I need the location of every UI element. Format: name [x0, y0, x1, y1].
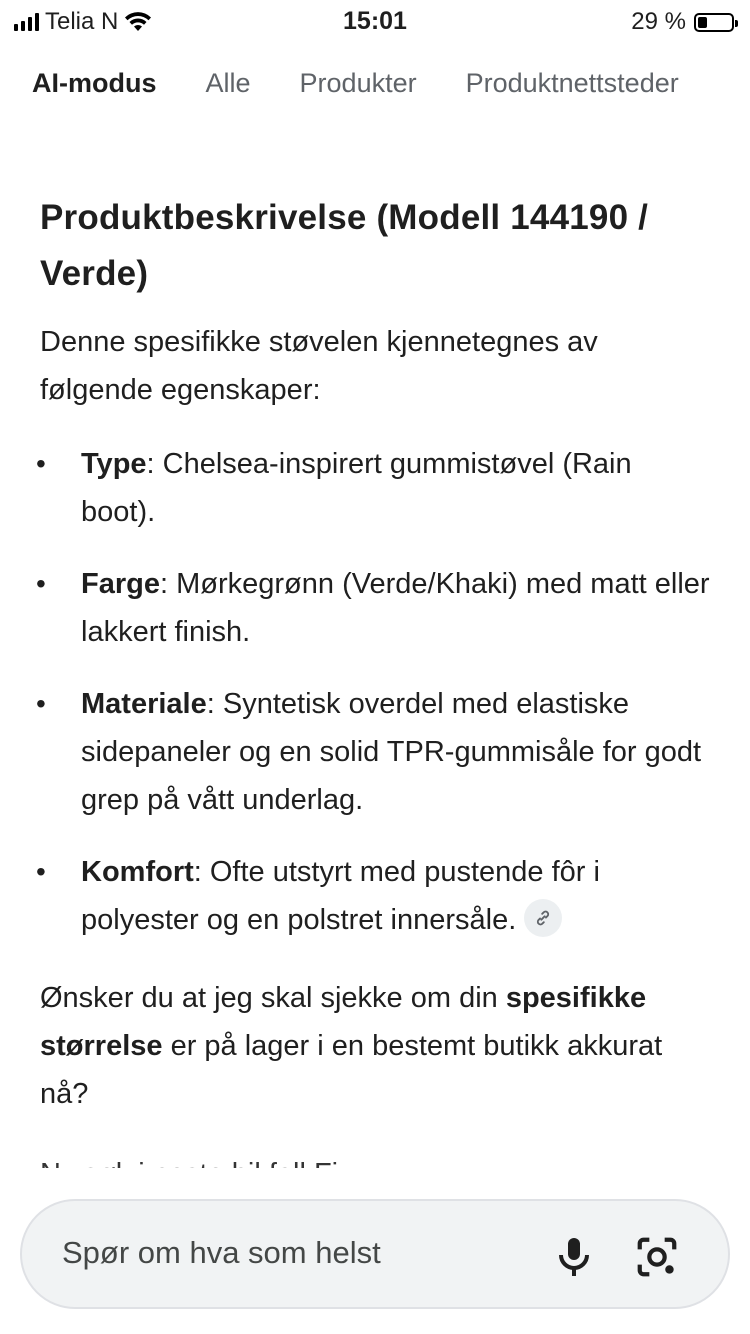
list-item [40, 440, 710, 536]
tab-ai-modus[interactable]: AI-modus [32, 68, 157, 98]
followup-bold: spesifikke størrelse [40, 982, 647, 1062]
bullet-term: Type [81, 448, 147, 480]
carrier-label: Telia N [45, 8, 119, 35]
search-tabs [32, 68, 728, 99]
answer-followup [40, 974, 710, 1118]
followup-text: Ønsker du at jeg skal sjekke om din [40, 982, 506, 1014]
bullet-term: Materiale [81, 688, 207, 720]
bullet-term: Farge [81, 568, 160, 600]
ai-answer [40, 190, 710, 1184]
source-link-button[interactable] [524, 899, 562, 937]
bullet-text: : Ofte utstyrt med pustende fôr i polyester og en polstret innersåle. [81, 856, 600, 936]
mic-icon[interactable] [550, 1233, 598, 1281]
battery-icon [694, 13, 734, 32]
list-item [40, 848, 710, 944]
bullet-text: : Mørkegrønn (Verde/Khaki) med matt eller lakkert finish. [81, 568, 710, 648]
lens-icon[interactable] [634, 1234, 680, 1280]
search-input[interactable]: Spør om hva som helst [62, 1235, 381, 1270]
search-bar[interactable] [20, 1199, 730, 1309]
answer-intro: Denne spesifikke støvelen kjennetegnes av følgende egenskaper: [40, 326, 598, 406]
list-item [40, 560, 710, 656]
tab-produktnettsteder[interactable]: Produktnettsteder [465, 68, 679, 98]
link-icon [533, 908, 553, 928]
bullet-text: : Chelsea-inspirert gummistøvel (Rain boot). [81, 448, 632, 528]
bullet-text: : Syntetisk overdel med elastiske sidepaneler og en solid TPR-gummisåle for godt grep på vått underlag. [81, 688, 702, 816]
bullet-term: Komfort [81, 856, 194, 888]
list-item [40, 680, 710, 824]
battery-percent: 29 % [631, 8, 686, 35]
feature-list [40, 440, 710, 944]
battery-fill [698, 17, 707, 28]
tab-alle[interactable]: Alle [205, 68, 251, 98]
status-bar [0, 0, 750, 42]
answer-heading: Produktbeskrivelse (Modell 144190 / Verde) [40, 198, 649, 293]
followup-text-end: er på lager i en bestemt butikk akkurat nå? [40, 1030, 663, 1110]
status-right [631, 8, 734, 36]
clock: 15:01 [343, 7, 407, 35]
tab-produkter[interactable]: Produkter [299, 68, 417, 98]
